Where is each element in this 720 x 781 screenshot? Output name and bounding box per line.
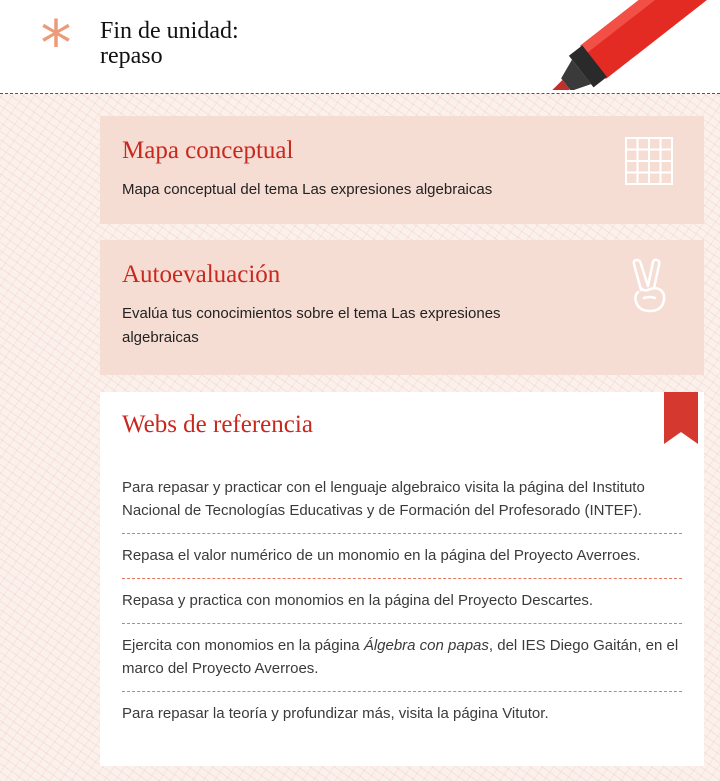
reference-site-name: Álgebra con papas	[363, 637, 489, 654]
reference-webs-card	[100, 392, 704, 766]
concept-map-card[interactable]	[100, 116, 704, 224]
asterisk-icon: *	[40, 7, 72, 80]
unit-title	[100, 19, 239, 69]
concept-map-title[interactable]: Mapa conceptual	[122, 137, 294, 164]
reference-link-vitutor[interactable]: Para repasar la teoría y profundizar más, visita la página Vitutor.	[122, 705, 549, 722]
reference-link-intef[interactable]: Para repasar y practicar con el lenguaje algebraico visita la página del Instituto Nacional de Tecnologías Educativas y de Formación del Profesorado (INTEF).	[122, 466, 682, 534]
unit-header	[0, 0, 720, 94]
highlighter-marker-icon	[520, 0, 720, 90]
self-assessment-title[interactable]: Autoevaluación	[122, 261, 281, 288]
reference-link-algebra-papas[interactable]	[122, 624, 682, 692]
reference-link-averroes-valor[interactable]: Repasa el valor numérico de un monomio en la página del Proyecto Averroes.	[122, 534, 682, 579]
reference-text-after: , del IES Diego Gaitán, en el marco del Proyecto Averroes.	[122, 637, 679, 677]
reference-webs-title: Webs de referencia	[122, 411, 313, 438]
concept-map-description: Mapa conceptual del tema Las expresiones algebraicas	[122, 181, 493, 198]
victory-hand-icon	[628, 258, 672, 314]
self-assessment-description: Evalúa tus conocimientos sobre el tema Las expresiones algebraicas	[122, 305, 501, 346]
reference-list	[122, 466, 682, 736]
reference-link-descartes[interactable]: Repasa y practica con monomios en la página del Proyecto Descartes.	[122, 579, 682, 624]
unit-title-line2: repaso	[100, 43, 163, 69]
bookmark-ribbon-icon	[664, 392, 698, 444]
grid-icon	[624, 136, 674, 186]
unit-title-line1: Fin de unidad:	[100, 18, 239, 44]
self-assessment-card[interactable]	[100, 240, 704, 375]
reference-text-before: Ejercita con monomios en la página	[122, 637, 364, 654]
